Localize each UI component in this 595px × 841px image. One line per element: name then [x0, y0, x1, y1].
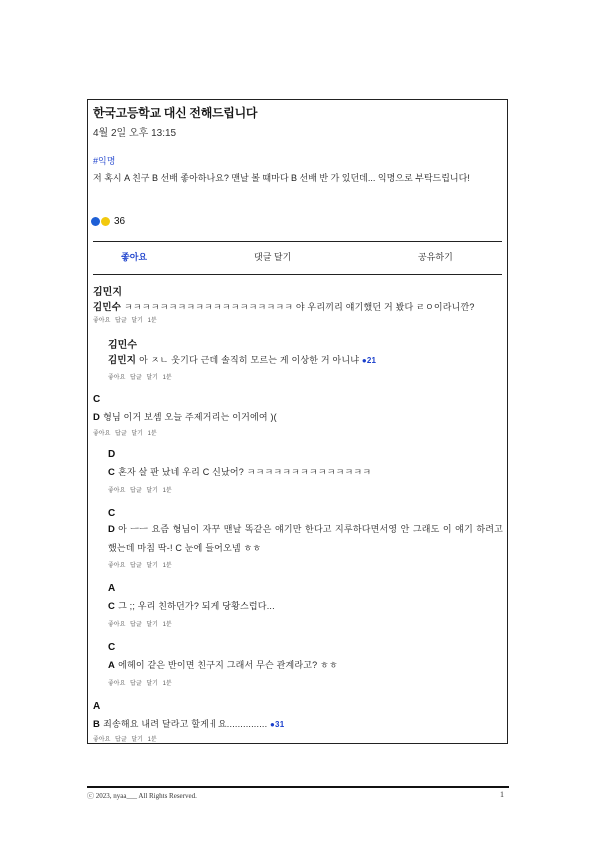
divider [93, 241, 502, 242]
divider [93, 274, 502, 275]
comment-text: 아 ㅈㄴ 웃기다 근데 솔직히 모르는 게 이상한 거 아니냐 [139, 355, 360, 365]
comment-meta[interactable]: 좋아요 답글 달기 1분 [108, 488, 172, 494]
comment-line [93, 717, 284, 730]
comment-author[interactable]: C [108, 467, 116, 478]
comment-context-name: A [108, 583, 116, 594]
reply-count-badge[interactable]: ●31 [270, 720, 285, 729]
comment-text: 에헤이 같은 반이면 친구지 그래서 무슨 관계라고? ㅎㅎ [118, 660, 338, 670]
comment-author[interactable]: D [108, 524, 116, 535]
comment-author[interactable]: 김민수 [93, 302, 122, 313]
comment-line [108, 465, 371, 478]
comment-line [108, 352, 376, 366]
like-button[interactable]: 좋아요 [121, 252, 148, 262]
share-button[interactable]: 공유하기 [418, 252, 453, 262]
comment-author[interactable]: B [93, 719, 101, 730]
post-title: 한국고등학교 대신 전해드립니다 [93, 106, 258, 120]
reply-count-badge[interactable]: ●21 [361, 356, 377, 365]
comment-author[interactable]: C [108, 601, 116, 612]
comment-context-name: C [108, 642, 116, 653]
like-reaction-icon: ● [270, 720, 276, 729]
comment-meta[interactable]: 좋아요 답글 달기 1분 [108, 681, 172, 687]
comment-context-name: 김민지 [93, 287, 122, 298]
comment-text: 형님 이거 보셈 오늘 주제거리는 이거에여 )( [103, 412, 277, 422]
comment-button[interactable]: 댓글 달기 [254, 252, 292, 262]
footer-divider [87, 786, 509, 788]
post-card [87, 99, 508, 744]
comment-author[interactable]: D [93, 412, 101, 423]
comment-line [93, 410, 277, 423]
comment-line [108, 520, 503, 557]
comment-context-name: A [93, 701, 101, 712]
comment-author[interactable]: 김민지 [108, 355, 137, 366]
comment-meta[interactable]: 좋아요 답글 달기 1분 [108, 622, 172, 628]
comment-line [93, 299, 475, 313]
haha-reaction-icon [101, 217, 110, 226]
comment-text: ㅋㅋㅋㅋㅋㅋㅋㅋㅋㅋㅋㅋㅋㅋㅋㅋㅋㅋㅋ 야 우리끼리 얘기했던 거 봤다 ㄹㅇ이라니깐? [124, 302, 475, 312]
comment-text: 죄송해요 내려 달라고 할게ㅔ요............... [103, 719, 268, 729]
comment-meta[interactable]: 좋아요 답글 달기 1분 [93, 431, 157, 437]
comment-meta[interactable]: 좋아요 답글 달기 1분 [108, 563, 172, 569]
comment-text: 그 ;; 우리 친하던가? 되게 당황스럽다... [118, 601, 275, 611]
comment-author[interactable]: A [108, 660, 116, 671]
comment-context-name: 김민수 [108, 340, 137, 351]
comment-meta[interactable]: 좋아요 답글 달기 1분 [108, 375, 172, 381]
comment-line [108, 599, 275, 612]
like-reaction-icon: ● [361, 356, 367, 365]
comment-meta[interactable]: 좋아요 답글 달기 1분 [93, 737, 157, 743]
reaction-count: 36 [114, 216, 126, 227]
comment-text: 혼자 살 판 났네 우리 C 신났어? ㅋㅋㅋㅋㅋㅋㅋㅋㅋㅋㅋㅋㅋㅋ [118, 467, 372, 477]
comment-context-name: C [93, 394, 101, 405]
comment-context-name: D [108, 449, 116, 460]
reaction-summary[interactable] [91, 216, 125, 227]
comment-line [108, 658, 338, 671]
comment-text: 아 ㅡㅡ 요즘 형님이 자꾸 맨날 똑같은 얘기만 한다고 지루하다면서영 안 그래도 이 얘기 하려고 했는데 마침 딱-! C 눈에 들어오넴 ㅎㅎ [108, 524, 503, 553]
post-time: 4월 2일 오후 13:15 [93, 128, 177, 139]
post-body: 저 혹시 A 친구 B 선배 좋아하나요? 맨날 볼 때마다 B 선배 반 가 있던데... 익명으로 부탁드립니다! [93, 173, 470, 183]
like-reaction-icon [91, 217, 100, 226]
page-number: 1 [500, 790, 504, 799]
comment-meta[interactable]: 좋아요 답글 달기 1분 [93, 318, 157, 324]
comment-context-name: C [108, 508, 116, 519]
copyright-text: ⓒ 2023, nyaa___ All Rights Reserved. [87, 792, 197, 800]
post-hashtag[interactable]: #익명 [93, 156, 116, 166]
